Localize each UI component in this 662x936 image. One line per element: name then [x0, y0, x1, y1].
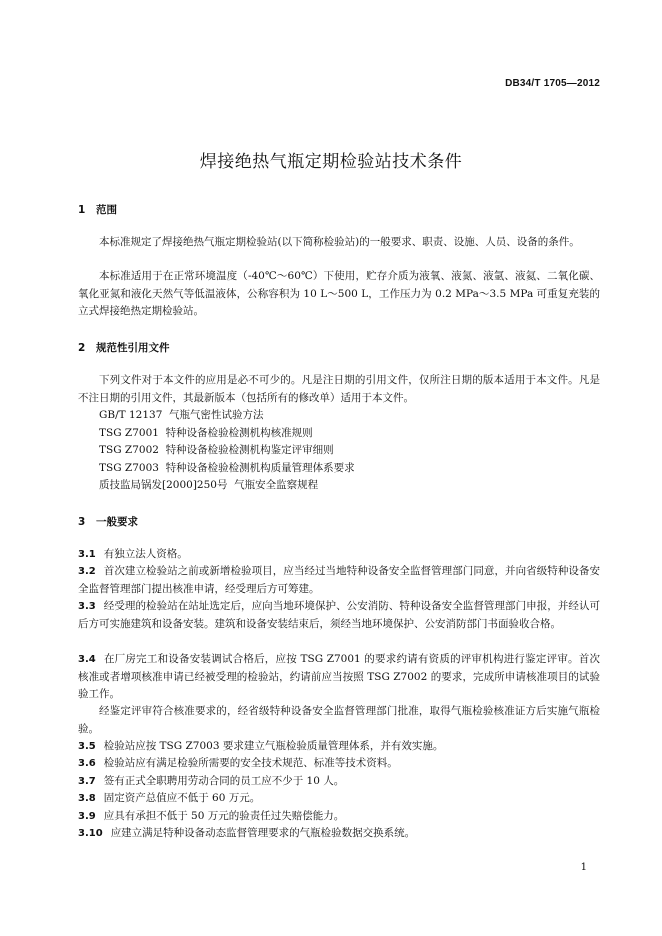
clause-3-6 [78, 755, 600, 773]
clause-number: 3.9 [78, 811, 96, 822]
clause-text: 首次建立检验站之前或新增检验项目，应当经过当地特种设备安全监督管理部门同意，并向省级特种设备安全监督管理部门提出核准申请，经受理后方可筹建。 [78, 565, 600, 595]
clause-number: 3.5 [78, 741, 96, 752]
section-title: 规范性引用文件 [96, 342, 170, 354]
reference-item: 质技监局锅发[2000]250号 气瓶安全监察规程 [99, 479, 319, 491]
section-number: 1 [78, 204, 86, 216]
clause-3-8 [78, 790, 600, 808]
clause-number: 3.8 [78, 793, 96, 804]
standard-number: DB34/T 1705—2012 [505, 78, 600, 89]
clause-text: 签有正式全职聘用劳动合同的员工应不少于 10 人。 [103, 775, 345, 787]
clause-number: 3.6 [78, 758, 96, 769]
clause-text: 应建立满足特种设备动态监督管理要求的气瓶检验数据交换系统。 [110, 827, 416, 839]
section-heading-normative [78, 340, 170, 355]
clause-3-2 [78, 563, 600, 598]
clause-3-7 [78, 773, 600, 791]
section-number: 2 [78, 342, 86, 354]
clause-number: 3.3 [78, 601, 96, 612]
clause-number: 3.7 [78, 776, 96, 787]
clause-text: 经受理的检验站在站址选定后，应向当地环境保护、公安消防、特种设备安全监督管理部门申报，并经认可后方可实施建筑和设备安装。建筑和设备安装结束后，须经当地环境保护、公安消防部门书面验收合格。 [78, 600, 600, 630]
clause-text: 检验站应按 TSG Z7003 要求建立气瓶检验质量管理体系，并有效实施。 [103, 740, 444, 752]
clause-number: 3.4 [78, 654, 96, 665]
section-heading-general [78, 514, 138, 529]
document-title: 焊接绝热气瓶定期检验站技术条件 [199, 152, 463, 172]
page-number: 1 [580, 862, 587, 873]
normative-intro: 下列文件对于本文件的应用是必不可少的。凡是注日期的引用文件，仅所注日期的版本适用于本文件。凡是不注日期的引用文件，其最新版本（包括所有的修改单）适用于本文件。 [78, 374, 600, 404]
scope-paragraph-2: 本标准适用于在正常环境温度（-40℃～60℃）下使用，贮存介质为液氧、液氮、液氩、液氦、二氧化碳、氧化亚氮和液化天然气等低温液体，公称容积为 10 L～500 L，工作压力为 0.2 MPa～3.5 MPa 可重复充装的立式焊接绝热定期检验站。 [78, 270, 600, 317]
reference-item: GB/T 12137 气瓶气密性试验方法 [99, 409, 264, 421]
clause-text: 有独立法人资格。 [103, 548, 188, 560]
reference-item: TSG Z7002 特种设备检验检测机构鉴定评审细则 [99, 444, 334, 456]
clause-number: 3.1 [78, 549, 96, 560]
clause-3-9 [78, 808, 600, 826]
clause-text: 检验站应有满足检验所需要的安全技术规范、标准等技术资料。 [103, 757, 398, 769]
clause-3-3 [78, 598, 600, 633]
clause-3-10 [78, 825, 600, 843]
clause-text: 应具有承担不低于 50 万元的验责任过失赔偿能力。 [103, 810, 345, 822]
clause-number: 3.10 [78, 828, 103, 839]
reference-item: TSG Z7003 特种设备检验检测机构质量管理体系要求 [99, 462, 355, 474]
section-title: 一般要求 [96, 516, 138, 528]
clause-text: 固定资产总值应不低于 60 万元。 [103, 792, 261, 804]
clause-3-1 [78, 546, 600, 564]
clause-text: 在厂房完工和设备安装调试合格后，应按 TSG Z7001 的要求约请有资质的评审机构进行鉴定评审。首次核准或者增项核准申请已经被受理的检验站，约请前应当按照 TSG Z7002 的要求，完成所申请核准项目的试验验工作。 [78, 653, 600, 700]
clause-number: 3.2 [78, 566, 96, 577]
clause-3-5 [78, 738, 600, 756]
section-heading-scope [78, 202, 117, 217]
scope-paragraph-1: 本标准规定了焊接绝热气瓶定期检验站(以下简称检验站)的一般要求、职责、设施、人员、设备的条件。 [99, 236, 580, 248]
reference-item: TSG Z7001 特种设备检验检测机构核准规则 [99, 427, 313, 439]
clause-3-4 [78, 651, 600, 704]
section-number: 3 [78, 516, 86, 528]
section-title: 范围 [96, 204, 117, 216]
clause-3-4-continuation: 经鉴定评审符合核准要求的，经省级特种设备安全监督管理部门批准，取得气瓶检验核准证方后实施气瓶检验。 [78, 705, 600, 735]
